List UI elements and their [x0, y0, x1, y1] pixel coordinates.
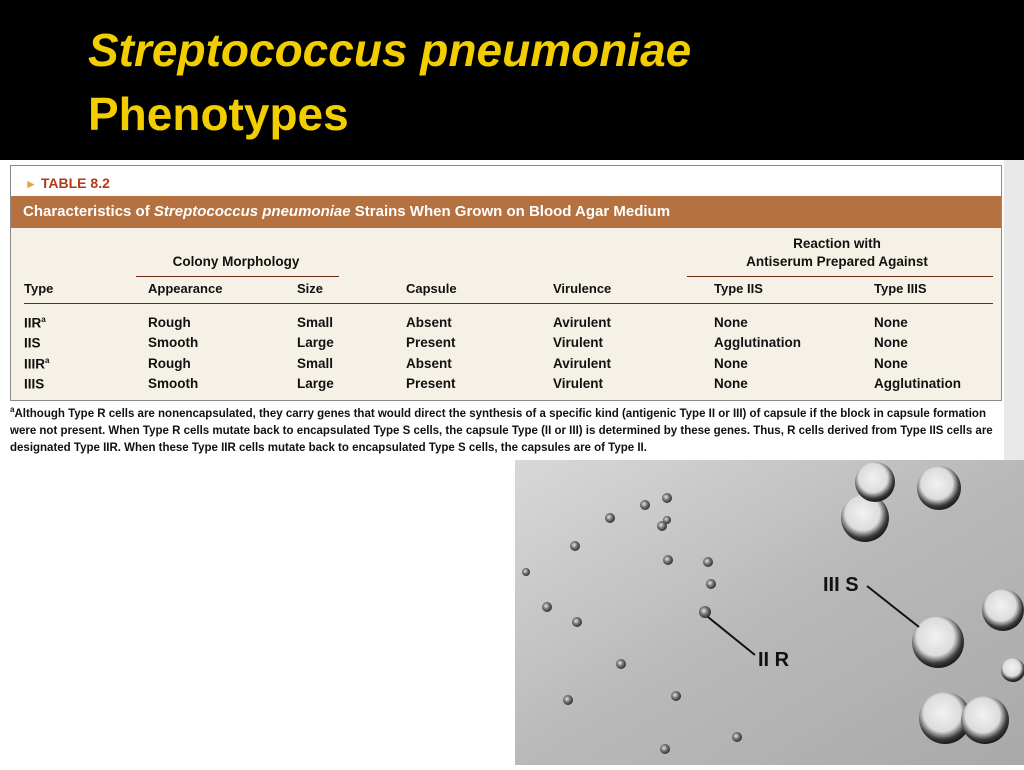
group-rule-colony	[136, 276, 339, 277]
page-edge-strip	[1004, 160, 1024, 460]
cell-virulence: Avirulent	[553, 315, 612, 330]
title-bar	[0, 0, 1024, 160]
table-body	[11, 228, 1001, 400]
slide-title-line1: Streptococcus pneumoniae	[88, 24, 692, 76]
cell-appearance: Rough	[148, 315, 191, 330]
colony-photo	[515, 460, 1024, 765]
cell-capsule: Present	[406, 335, 456, 350]
group-header-colony: Colony Morphology	[172, 254, 300, 269]
group-header-reaction-1: Reaction with	[793, 236, 881, 251]
col-header-virulence: Virulence	[553, 281, 612, 296]
cell-appearance: Smooth	[148, 376, 199, 391]
table-row	[11, 335, 1001, 355]
label-iiis: III S	[823, 574, 859, 596]
cell-capsule: Absent	[406, 356, 452, 371]
table-label-text: TABLE 8.2	[40, 175, 110, 191]
cell-type: IIIS	[24, 376, 45, 392]
cell-virulence: Avirulent	[553, 356, 612, 371]
table-title	[11, 196, 1001, 228]
colony-photo-svg	[515, 460, 1024, 765]
slide-title-line2: Phenotypes	[88, 88, 349, 140]
cell-type-iis: None	[714, 315, 748, 330]
slide-title	[88, 18, 691, 146]
table-row	[11, 356, 1001, 376]
table-row	[11, 315, 1001, 335]
cell-type-iis: Agglutination	[714, 335, 801, 350]
table-title-post: Strains When Grown on Blood Agar Medium	[350, 203, 671, 220]
footnote-text: Although Type R cells are nonencapsulated, they carry genes that would direct the synthesis of a specific kind (antigenic Type II or III) of capsule if the block in capsule formation were not present. When Type R cells mutate back to encapsulated Type S cells, the capsule Type (II or III) is determined by these genes. Thus, R cells derived from Type IIS cells are designated Type IIR. When these Type IIR cells mutate back to encapsulated Type S cells, the capsules are of Type II.	[10, 407, 993, 454]
cell-virulence: Virulent	[553, 376, 604, 391]
col-header-appearance: Appearance	[148, 281, 223, 296]
cell-size: Small	[297, 356, 334, 371]
cell-type: IIIR$^a$	[24, 356, 50, 372]
col-header-size: Size	[297, 281, 324, 296]
group-header-reaction-2: Antiserum Prepared Against	[746, 254, 928, 269]
table-title-pre: Characteristics of	[23, 203, 154, 220]
table-row	[11, 376, 1001, 396]
cell-type: IIR$^a$	[24, 315, 46, 331]
cell-type-iiis: None	[874, 356, 908, 371]
cell-type: IIS	[24, 335, 41, 351]
cell-capsule: Present	[406, 376, 456, 391]
cell-virulence: Virulent	[553, 335, 604, 350]
cell-type-iiis: Agglutination	[874, 376, 961, 391]
cell-size: Small	[297, 315, 334, 330]
table-label	[25, 172, 110, 194]
footnote-mark: a	[10, 405, 15, 414]
table-panel	[10, 165, 1002, 401]
cell-size: Large	[297, 335, 334, 350]
cell-appearance: Smooth	[148, 335, 199, 350]
cell-type-iiis: None	[874, 335, 908, 350]
cell-capsule: Absent	[406, 315, 452, 330]
group-rule-reaction	[687, 276, 993, 277]
col-header-type: Type	[24, 281, 54, 296]
cell-size: Large	[297, 376, 334, 391]
label-iir: II R	[758, 649, 790, 671]
col-header-type-iis: Type IIS	[714, 281, 763, 296]
cell-type-iis: None	[714, 376, 748, 391]
triangle-arrow-icon: ►	[25, 177, 37, 191]
col-header-type-iiis: Type IIIS	[874, 281, 927, 296]
col-header-capsule: Capsule	[406, 281, 457, 296]
table-title-species: Streptococcus pneumoniae	[153, 203, 351, 220]
table-footnote	[10, 401, 1000, 457]
header-rule	[24, 303, 993, 304]
cell-type-iis: None	[714, 356, 748, 371]
cell-appearance: Rough	[148, 356, 191, 371]
cell-type-iiis: None	[874, 315, 908, 330]
